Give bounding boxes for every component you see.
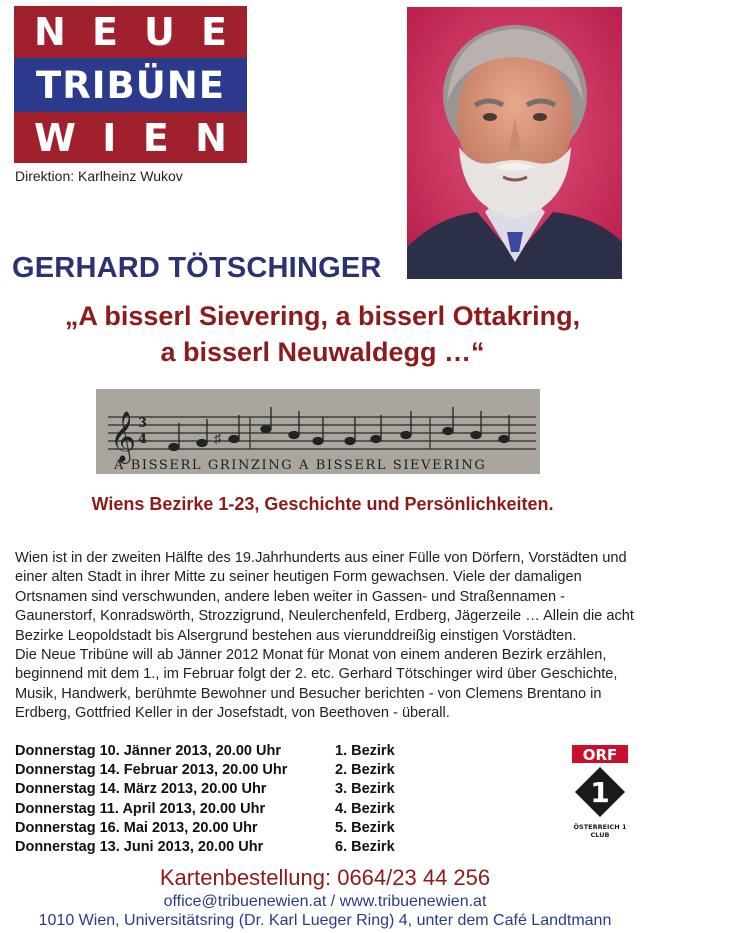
event-description [15,549,640,724]
contact-email-website[interactable]: office@tribuenewien.at / www.tribuenewien.at [163,893,487,910]
svg-text:CLUB: CLUB [590,831,610,839]
logo-line-tribune: TRIBÜNE [14,58,247,112]
schedule-bezirk: 4. Bezirk [335,800,395,817]
schedule-row [15,837,425,856]
schedule-date: Donnerstag 13. Juni 2013, 20.00 Uhr [15,839,264,856]
svg-text:4: 4 [138,432,148,447]
sheet-music-lyric: A BISSERL GRINZING A BISSERL SIEVERING [114,458,487,473]
speaker-portrait-photo [407,7,622,279]
logo-line-neue: N E U E [14,6,247,58]
ticket-order-phone: Kartenbestellung: 0664/23 44 256 [159,865,491,890]
orf-oe1-club-logo [572,745,628,841]
event-title-line-1: „A bisserl Sievering, a bisserl Ottakring, [64,301,581,331]
speaker-name: GERHARD TÖTSCHINGER [12,252,382,284]
schedule-row [15,799,425,818]
schedule-bezirk: 3. Bezirk [335,781,395,798]
svg-text:𝄞: 𝄞 [110,411,137,462]
event-subtitle: Wiens Bezirke 1-23, Geschichte und Persönlichkeiten. [91,494,554,514]
schedule-date: Donnerstag 14. März 2013, 20.00 Uhr [15,781,267,798]
schedule-row [15,760,425,779]
event-title [0,298,645,370]
description-paragraph-1: Wien ist in der zweiten Hälfte des 19.Jahrhunderts aus einer Fülle von Dörfern, Vorstädten und einer alten Stadt in ihrer Mitte zu seiner heutigen Form gewachsen. Viele der damaligen Ortsnamen sind verschwunden, andere leben weiter in Gassen- und Straßennamen - Gaunerstorf, Konradswörth, Strozzigrund, Neulerchenfeld, Erdberg, Jägerzeile … Allein die acht Bezirke Leopoldstadt bis Alsergrund bestehen aus vierunddreißig einstigen Vorstädten. [15,550,634,644]
svg-text:ORF: ORF [582,746,618,764]
svg-text:ÖSTERREICH 1: ÖSTERREICH 1 [573,823,627,831]
neue-tribune-wien-logo [14,6,247,163]
schedule-bezirk: 6. Bezirk [335,839,395,856]
svg-text:3: 3 [138,416,148,431]
schedule-bezirk: 1. Bezirk [335,742,395,759]
event-schedule [15,741,425,857]
direktion-label: Direktion: Karlheinz Wukov [15,168,183,184]
schedule-date: Donnerstag 14. Februar 2013, 20.00 Uhr [15,761,288,778]
svg-text:1: 1 [590,776,610,809]
logo-line-wien: W I E N [14,112,247,163]
sheet-music-image [96,389,540,474]
schedule-date: Donnerstag 11. April 2013, 20.00 Uhr [15,800,266,817]
schedule-row [15,818,425,837]
schedule-row [15,780,425,799]
event-title-line-2: a bisserl Neuwaldegg …“ [160,337,485,367]
schedule-bezirk: 5. Bezirk [335,819,395,836]
schedule-bezirk: 2. Bezirk [335,761,395,778]
schedule-date: Donnerstag 16. Mai 2013, 20.00 Uhr [15,819,258,836]
svg-text:♯: ♯ [214,430,221,446]
venue-address: 1010 Wien, Universitätsring (Dr. Karl Lueger Ring) 4, unter dem Café Landtmann [38,912,612,929]
description-paragraph-2: Die Neue Tribüne will ab Jänner 2012 Monat für Monat von einem anderen Bezirk erzählen, beginnend mit dem 1., im Februar folgt der 2. etc. Gerhard Tötschinger wird über Geschichte, Musik, Handwerk, berühmte Bewohner und Besucher berichten - von Clemens Brentano in Erdberg, Gottfried Keller in der Josefstadt, von Beethoven - überall. [15,647,618,722]
schedule-row [15,741,425,760]
schedule-date: Donnerstag 10. Jänner 2013, 20.00 Uhr [15,742,281,759]
